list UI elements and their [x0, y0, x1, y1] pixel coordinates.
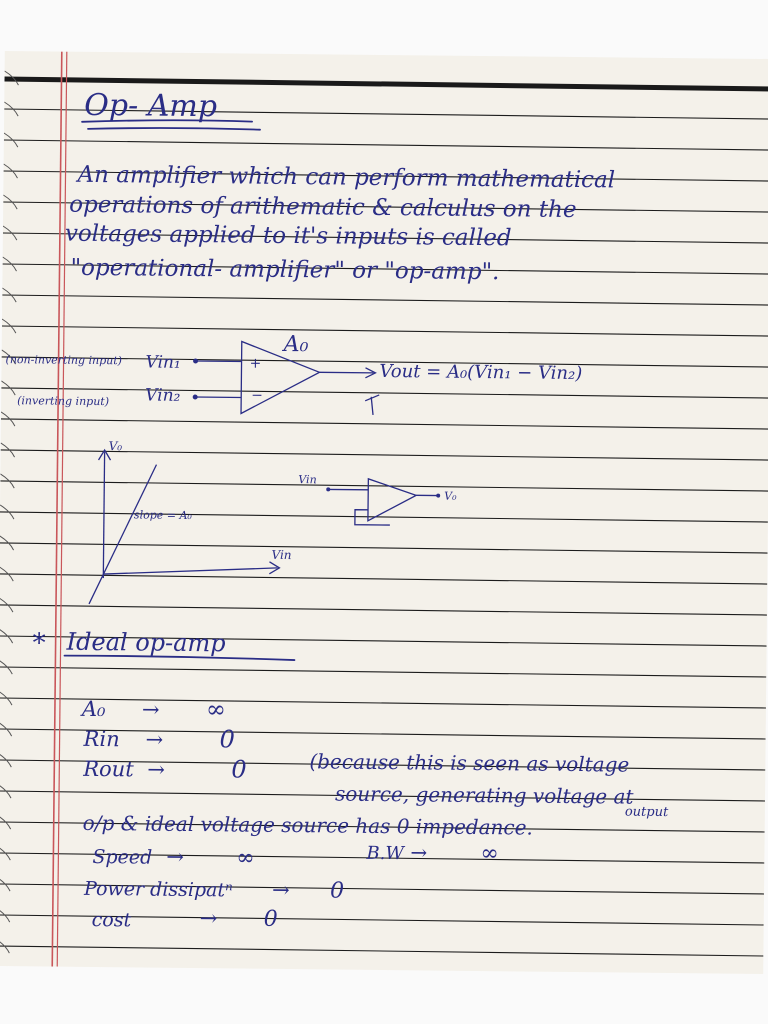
row-value-cost: 0 [263, 906, 278, 932]
ruled-line [1, 388, 768, 398]
notebook-sheet [0, 51, 768, 974]
transfer-graph [89, 450, 281, 606]
row-arrow-rin: → [145, 727, 164, 752]
row-value-a0: ∞ [205, 695, 227, 724]
row-label-power: Power dissipatⁿ [83, 877, 233, 902]
note-line-1: (because this is seen as voltage [309, 749, 630, 777]
row-label-bw: B.W [366, 842, 404, 865]
row-label-speed: Speed [92, 845, 153, 869]
ruled-line [0, 512, 768, 522]
ruled-line [2, 326, 768, 336]
ruled-line [0, 543, 768, 553]
inverting-input-label: (inverting input) [17, 394, 110, 409]
star-bullet: * [32, 628, 46, 659]
noninverting-input-label: (non-inverting input) [5, 353, 123, 368]
slope-label: slope = A₀ [133, 508, 192, 522]
definition-line-2: operations of arithematic & calculus on the [69, 191, 577, 223]
row-arrow-a0: → [141, 697, 160, 722]
definition-line-1: An amplifier which can perform mathematical [77, 161, 616, 194]
ruled-line [0, 605, 767, 615]
ruled-line [0, 481, 768, 491]
note-superscript: output [624, 804, 669, 820]
minus-sign: − [251, 387, 264, 404]
row-arrow-rout: → [147, 757, 166, 782]
row-label-rout: Rout [83, 756, 134, 782]
ideal-heading: Ideal op-amp [66, 627, 226, 658]
row-arrow-bw: → [410, 840, 428, 865]
follower-vin-label: Vin [298, 473, 317, 487]
row-value-rout: 0 [231, 755, 247, 784]
row-label-cost: cost [91, 908, 132, 932]
definition-line-3: voltages applied to it's inputs is called [64, 220, 512, 252]
row-arrow-power: → [271, 877, 290, 903]
row-label-a0: A₀ [81, 696, 106, 722]
gain-label: A₀ [283, 331, 309, 358]
row-value-power: 0 [329, 878, 345, 904]
vin1-label: Vin₁ [145, 352, 181, 373]
definition-line-4: "operational- amplifier" or "op-amp". [70, 254, 500, 286]
margin-line [52, 52, 62, 967]
vout-equation: Vout = A₀(Vin₁ − Vin₂) [379, 360, 583, 385]
title-underline-2 [88, 127, 260, 131]
note-line-3: o/p & ideal voltage source has 0 impedance. [82, 810, 533, 840]
graph-y-label: V₀ [108, 439, 123, 454]
row-arrow-speed: → [166, 844, 185, 869]
ruled-line [2, 295, 768, 305]
ideal-heading-underline [64, 655, 294, 660]
plus-sign: + [249, 355, 262, 372]
ruled-line [0, 698, 766, 708]
ruled-line [4, 140, 768, 150]
vin2-label: Vin₂ [145, 385, 181, 406]
follower-vout-label: V₀ [444, 489, 457, 503]
note-line-2: source, generating voltage at [334, 781, 634, 809]
margin-line-2 [57, 52, 67, 967]
page-title: Op- Amp [84, 87, 218, 125]
row-value-rin: 0 [219, 725, 236, 754]
row-value-bw: ∞ [480, 841, 499, 867]
notebook-page [0, 51, 768, 974]
ruled-line [0, 574, 767, 584]
ruled-line [0, 667, 766, 677]
ruled-line [1, 419, 768, 429]
row-arrow-cost: → [199, 906, 218, 931]
ruled-line [0, 946, 763, 956]
graph-x-label: Vin [271, 547, 292, 563]
row-label-rin: Rin [83, 726, 120, 752]
row-value-speed: ∞ [236, 845, 255, 871]
